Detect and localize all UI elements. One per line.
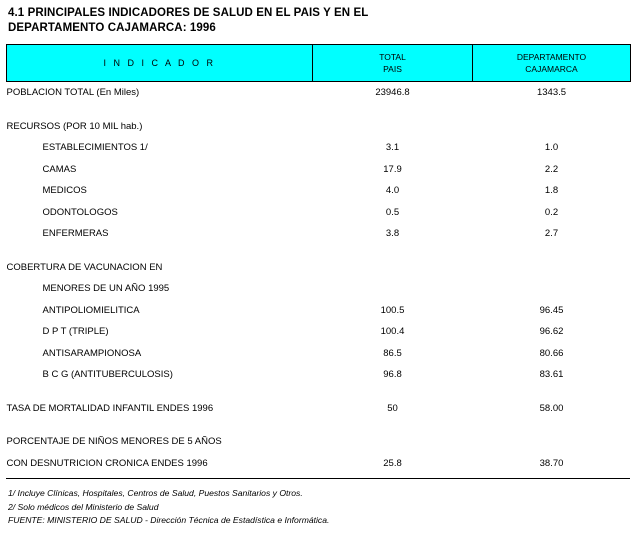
row-value-cajamarca: 96.45 — [539, 304, 564, 316]
page-title — [8, 6, 627, 36]
row-value-total-pais — [313, 245, 473, 257]
table-row — [7, 364, 631, 386]
table-row — [7, 343, 631, 365]
row-value-cajamarca — [473, 431, 631, 453]
table-row — [7, 278, 631, 300]
row-label: CON DESNUTRICION CRONICA ENDES 1996 — [6, 457, 208, 469]
table-spacer-row — [7, 104, 631, 116]
row-value-total-pais: 17.9 — [383, 163, 402, 175]
row-label: COBERTURA DE VACUNACION EN — [6, 261, 163, 273]
row-value-cajamarca: 1343.5 — [536, 87, 567, 98]
row-label: ENFERMERAS — [42, 228, 109, 239]
row-value-cajamarca: 83.61 — [539, 369, 564, 380]
table-row — [7, 159, 631, 181]
row-value-cajamarca — [473, 104, 631, 116]
table-row — [7, 398, 631, 420]
row-value-cajamarca: 2.7 — [544, 228, 559, 239]
table-spacer-row — [7, 386, 631, 398]
table-row — [7, 431, 631, 453]
row-value-total-pais: 23946.8 — [375, 87, 410, 98]
table-row — [7, 82, 631, 104]
row-value-cajamarca: 96.62 — [539, 326, 564, 337]
table-body — [7, 82, 631, 475]
column-header-total-pais — [313, 45, 473, 82]
table-row — [7, 202, 631, 224]
row-value-cajamarca: 0.2 — [544, 206, 559, 218]
row-value-total-pais — [313, 257, 473, 279]
row-value-total-pais — [313, 386, 473, 398]
table-row — [7, 180, 631, 202]
row-label — [7, 104, 313, 116]
row-value-cajamarca — [473, 419, 631, 431]
column-header-departamento-cajamarca — [473, 45, 631, 82]
table-row — [7, 453, 631, 475]
row-value-total-pais: 100.5 — [380, 304, 405, 316]
row-label: ESTABLECIMIENTOS 1/ — [42, 142, 148, 153]
row-value-total-pais — [313, 419, 473, 431]
row-label — [7, 419, 313, 431]
footnotes — [6, 487, 627, 528]
footnote: 2/ Solo médicos del Ministerio de Salud — [8, 501, 159, 512]
row-value-cajamarca — [473, 245, 631, 257]
table-row — [7, 223, 631, 245]
table-row — [7, 257, 631, 279]
row-value-total-pais — [313, 116, 473, 138]
row-value-total-pais — [313, 431, 473, 453]
table-spacer-row — [7, 245, 631, 257]
row-value-cajamarca: 80.66 — [539, 347, 564, 359]
row-label: MENORES DE UN AÑO 1995 — [42, 283, 170, 294]
row-value-cajamarca — [473, 116, 631, 138]
header-row — [7, 45, 631, 82]
table-row — [7, 300, 631, 322]
row-value-cajamarca: 2.2 — [544, 163, 559, 175]
row-label: TASA DE MORTALIDAD INFANTIL ENDES 1996 — [6, 402, 214, 414]
row-label: ANTISARAMPIONOSA — [42, 347, 142, 359]
row-value-total-pais: 4.0 — [385, 185, 400, 196]
health-indicators-table — [6, 44, 631, 474]
row-value-total-pais: 25.8 — [383, 457, 402, 469]
row-label: MEDICOS — [42, 185, 87, 196]
row-value-cajamarca: 1.0 — [544, 142, 559, 153]
row-label — [7, 386, 313, 398]
row-label: POBLACION TOTAL (En Miles) — [6, 87, 140, 98]
title-line-1: 4.1 PRINCIPALES INDICADORES DE SALUD EN EL PAIS Y EN EL — [8, 7, 369, 19]
row-label: D P T (TRIPLE) — [42, 326, 109, 337]
table-row — [7, 116, 631, 138]
footnote: 1/ Incluye Clínicas, Hospitales, Centros de Salud, Puestos Sanitarios y Otros. — [8, 488, 303, 498]
row-value-cajamarca: 58.00 — [539, 402, 564, 414]
row-value-cajamarca — [473, 386, 631, 398]
column-header-dept-line1: DEPARTAMENTO — [516, 52, 587, 62]
row-label — [7, 245, 313, 257]
column-header-dept-line2: CAJAMARCA — [525, 64, 578, 74]
column-header-total-line1: TOTAL — [379, 52, 406, 62]
row-value-total-pais: 100.4 — [380, 326, 405, 337]
row-value-total-pais — [313, 278, 473, 300]
row-value-cajamarca: 38.70 — [539, 457, 564, 469]
row-label: ANTIPOLIOMIELITICA — [42, 304, 140, 316]
column-header-indicator: I N D I C A D O R — [7, 45, 313, 82]
row-value-cajamarca: 1.8 — [544, 185, 559, 196]
column-header-total-line2: PAIS — [383, 64, 402, 74]
row-value-total-pais: 86.5 — [383, 347, 402, 359]
table-header — [7, 45, 631, 82]
row-value-total-pais: 0.5 — [385, 206, 400, 218]
source-note: FUENTE: MINISTERIO DE SALUD - Dirección Técnica de Estadística e Informática. — [8, 515, 330, 525]
table-row — [7, 321, 631, 343]
title-line-2: DEPARTAMENTO CAJAMARCA: 1996 — [8, 22, 216, 34]
footnote-divider — [6, 478, 630, 479]
row-label: ODONTOLOGOS — [42, 206, 118, 218]
row-value-cajamarca — [473, 278, 631, 300]
table-row — [7, 137, 631, 159]
row-value-total-pais: 50 — [387, 402, 398, 414]
row-value-total-pais: 3.8 — [385, 228, 400, 239]
row-value-total-pais — [313, 104, 473, 116]
row-label: PORCENTAJE DE NIÑOS MENORES DE 5 AÑOS — [6, 436, 222, 447]
row-value-total-pais: 96.8 — [383, 369, 402, 380]
row-label: B C G (ANTITUBERCULOSIS) — [42, 369, 173, 380]
row-value-total-pais: 3.1 — [385, 142, 400, 153]
table-spacer-row — [7, 419, 631, 431]
row-label: RECURSOS (POR 10 MIL hab.) — [6, 120, 143, 132]
row-label: CAMAS — [42, 163, 77, 175]
row-value-cajamarca — [473, 257, 631, 279]
